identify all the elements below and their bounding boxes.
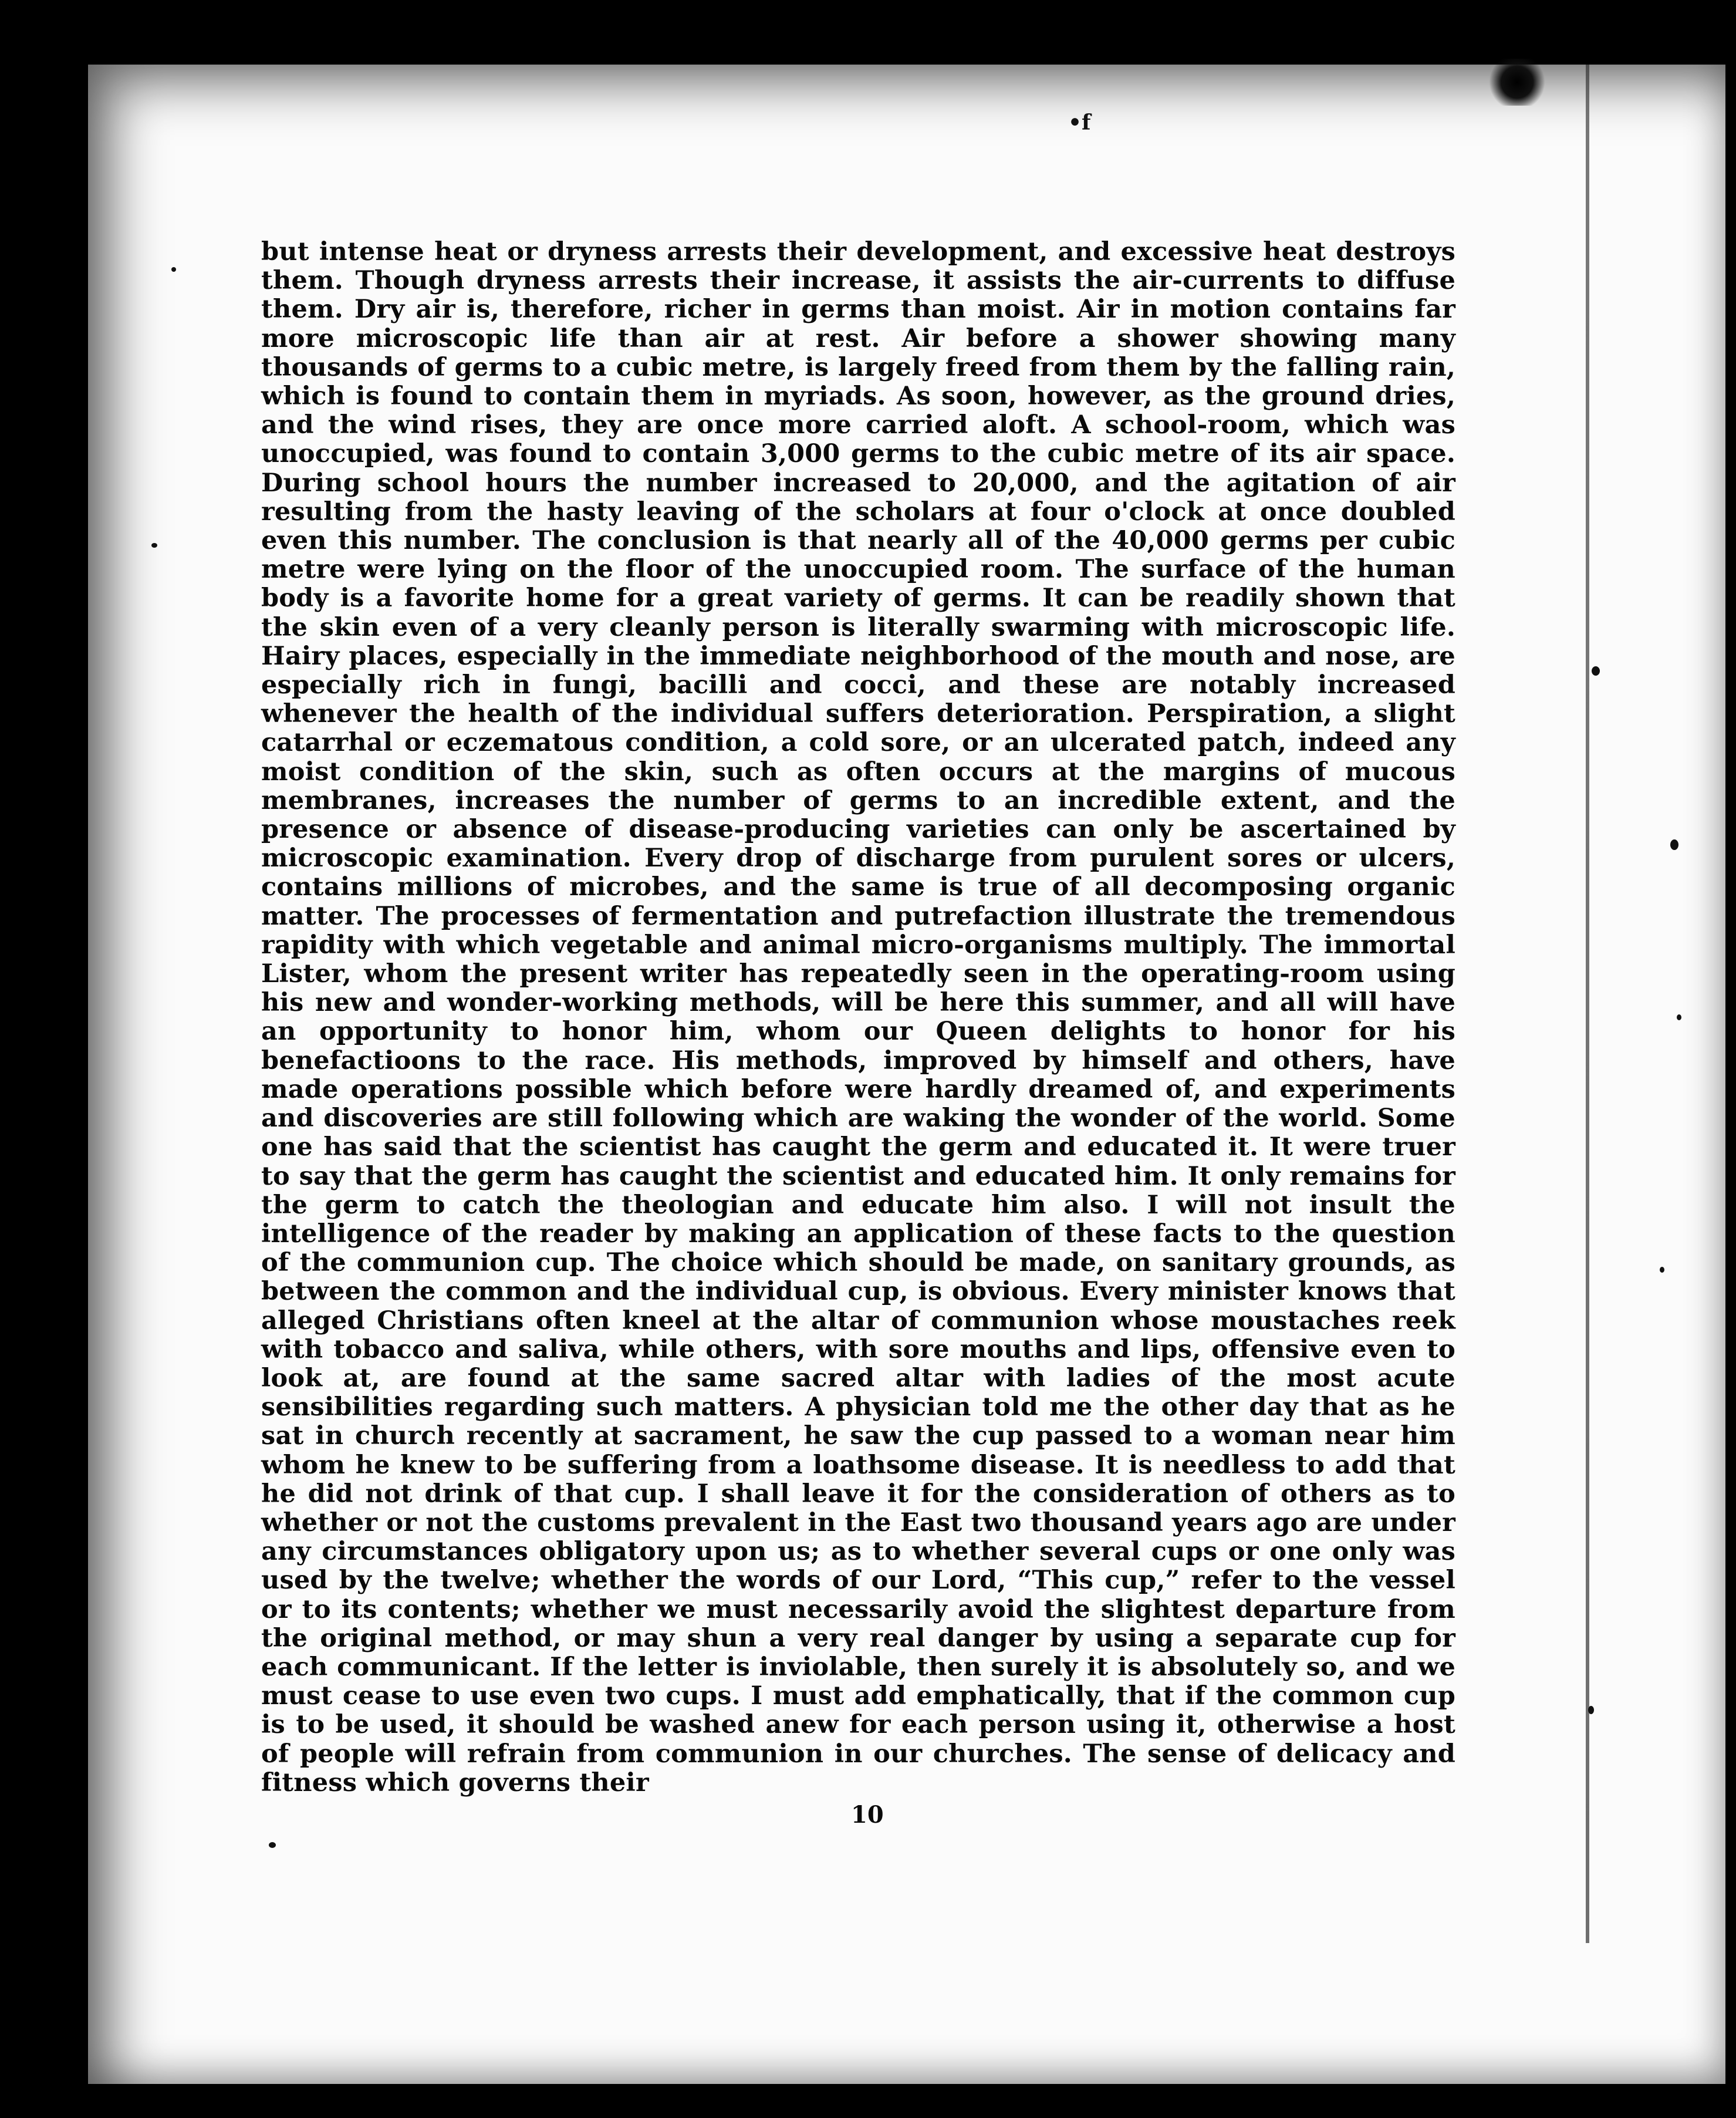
scan-top-border — [0, 0, 1736, 65]
page-number: 10 — [851, 1801, 884, 1829]
header-mark: •f — [1068, 110, 1091, 135]
speck — [1592, 666, 1600, 676]
speck — [171, 267, 176, 272]
speck — [269, 1842, 276, 1848]
body-text: but intense heat or dryness arrests their development, and excessive heat destroys them. Though dryness arrests their increase, it assists the air-currents to diffuse them. Dry air is, therefore, richer in germs than moist. Air in motion contains far more microscopic life than air at rest. Air before a shower showing many thousands of germs to a cubic metre, is largely freed from them by the falling rain, which is found to contain them in myriads. As soon, however, as the ground dries, and the wind rises, they are once more carried aloft. A school-room, which was unoccupied, was found to contain 3,000 germs to the cubic metre of its air space. During school hours the number increased to 20,000, and the agitation of air resulting from the hasty leaving of the scholars at four o'clock at once doubled even this number. The conclusion is that nearly all of the 40,000 germs per cubic metre were lying on the floor of the unoccupied room. The surface of the human body is a favorite home for a great variety of germs. It can be readily shown that the skin even of a very cleanly person is literally swarming with microscopic life. Hairy places, especially in the immediate neighborhood of the mouth and nose, are especially rich in fungi, bacilli and cocci, and these are notably increased whenever the health of the individual suffers deterioration. Perspiration, a slight catarrhal or eczematous condition, a cold sore, or an ulcerated patch, indeed any moist condition of the skin, such as often occurs at the margins of mucous membranes, increases the number of germs to an incredible extent, and the presence or absence of disease-producing varieties can only be ascertained by microscopic examination. Every drop of discharge from purulent sores or ulcers, contains millions of microbes, and the same is true of all decomposing organic matter. The processes of fermentation and putrefaction illustrate the tremendous rapidity with which vegetable and animal micro-organisms multiply. The immortal Lister, whom the present writer has repeatedly seen in the operating-room using his new and wonder-working methods, will be here this summer, and all will have an opportunity to honor him, whom our Queen delights to honor for his benefactioons to the race. His methods, improved by himself and others, have made operations possible which before were hardly dreamed of, and experiments and discoveries are still following which are waking the wonder of the world. Some one has said that the scientist has caught the germ and educated it. It were truer to say that the germ has caught the scientist and educated him. It only remains for the germ to catch the theologian and educate him also. I will not insult the intelligence of the reader by making an application of these facts to the question of the communion cup. The choice which should be made, on sanitary grounds, as between the common and the individual cup, is obvious. Every minister knows that alleged Christians often kneel at the altar of communion whose moustaches reek with tobacco and saliva, while others, with sore mouths and lips, offensive even to look at, are found at the same sacred altar with ladies of the most acute sensibilities regarding such matters. A physician told me the other day that as he sat in church recently at sacrament, he saw the cup passed to a woman near him whom he knew to be suffering from a loathsome disease. It is needless to add that he did not drink of that cup. I shall leave it for the consideration of others as to whether or not the customs prevalent in the East two thousand years ago are under any circumstances obligatory upon us; as to whether several cups or one only was used by the twelve; whether the words of our Lord, “This cup,” refer to the vessel or to its contents; whether we must necessarily avoid the slightest departure from the original method, or may shun a very real danger by using a separate cup for each communicant. If the letter is inviolable, then surely it is absolutely so, and we must cease to use even two cups. I must add emphatically, that if the common cup is to be used, it should be washed anew for each person using it, otherwise a host of people will refrain from communion in our churches. The sense of delicacy and fitness which governs their — [261, 237, 1455, 1797]
speck — [1588, 1706, 1594, 1714]
speck — [1677, 1014, 1681, 1020]
speck — [1660, 1267, 1664, 1273]
ink-blot — [1485, 59, 1549, 106]
speck — [1670, 839, 1678, 850]
page-fold-line — [1586, 65, 1589, 1943]
speck — [151, 543, 157, 548]
